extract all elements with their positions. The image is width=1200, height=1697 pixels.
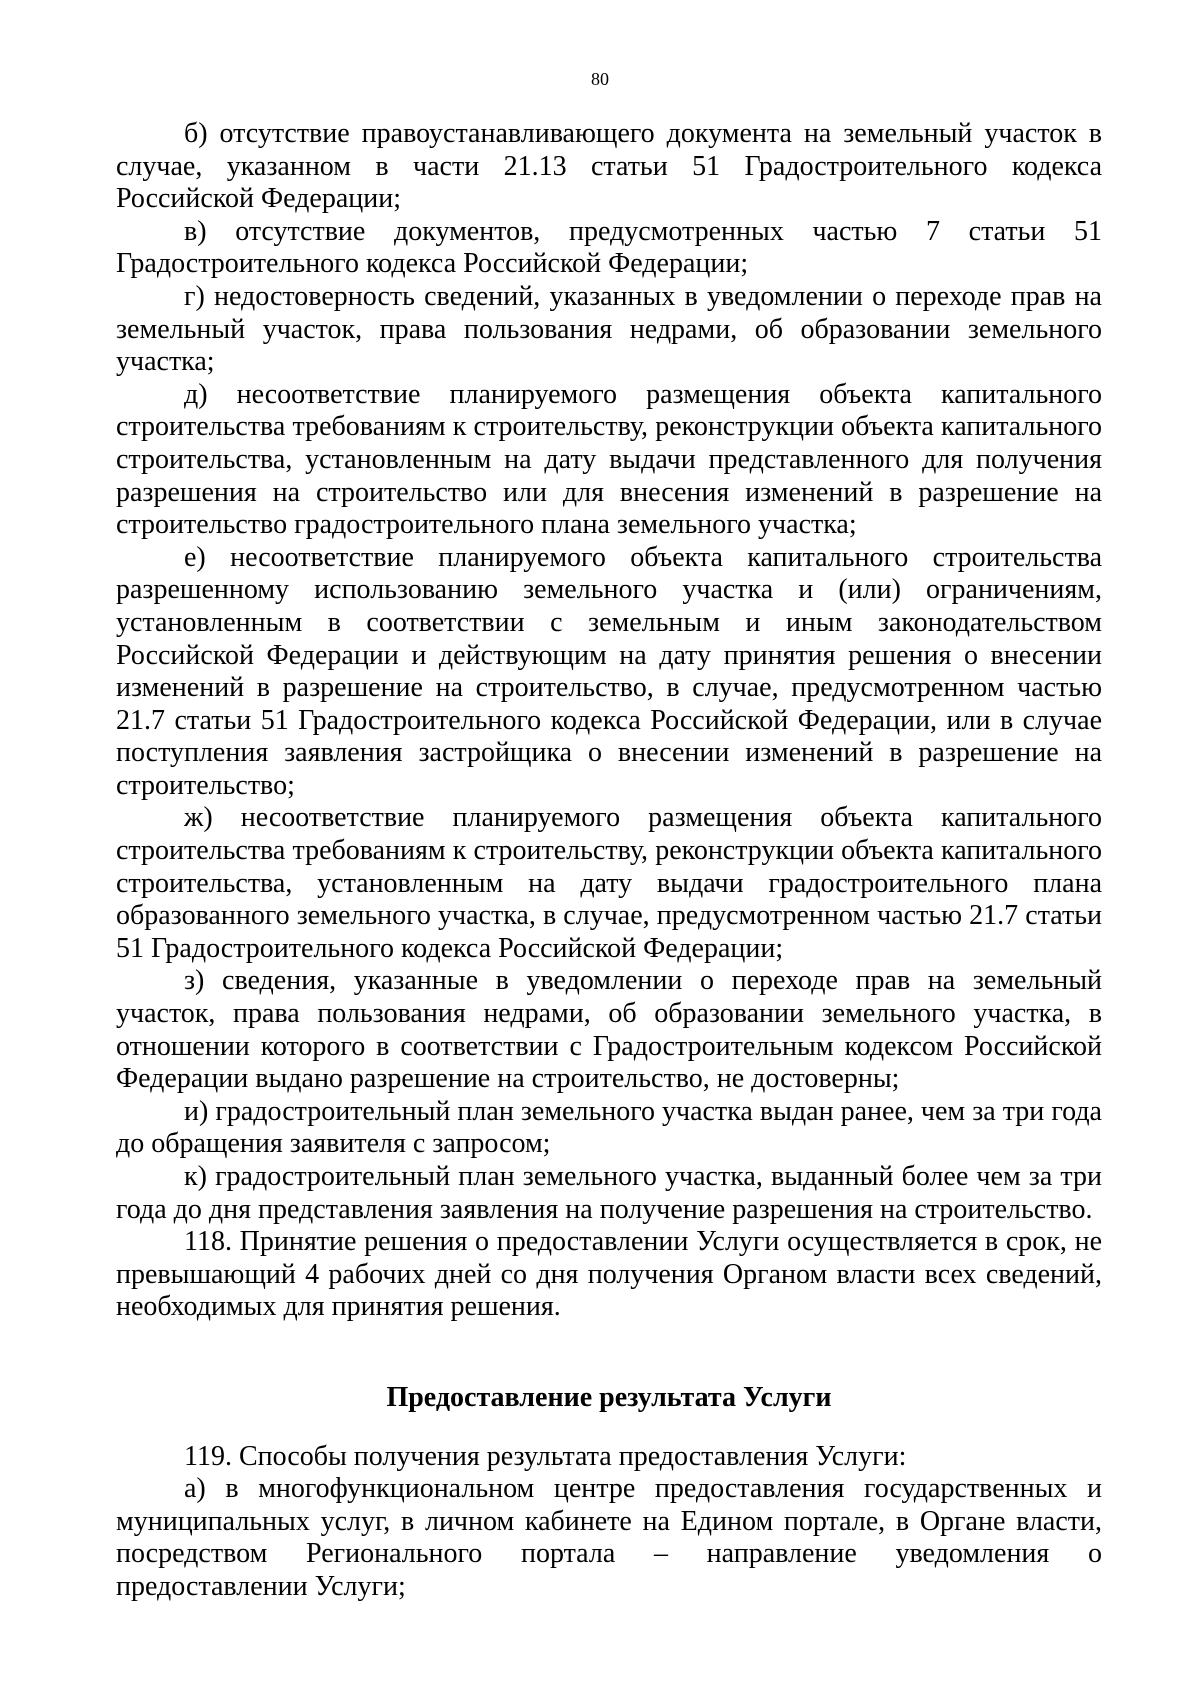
list-item-g: г) недостоверность сведений, указанных в уведомлении о переходе прав на земельный участок, права пользования недрами, об образовании земельного участка; (116, 280, 1102, 378)
list-item-k: к) градостроительный план земельного участка, выданный более чем за три года до дня представления заявления на получение разрешения на строительство. (116, 1161, 1102, 1225)
paragraph-118: 118. Принятие решения о предоставлении Услуги осуществляется в срок, не превышающий 4 рабочих дней со дня получения Органом власти всех сведений, необходимых для принятия решения. (116, 1226, 1102, 1323)
page-number: 80 (591, 69, 609, 89)
document-body (116, 118, 1102, 1604)
list-item-i: и) градостроительный план земельного участка выдан ранее, чем за три года до обращения заявителя с запросом; (116, 1095, 1102, 1160)
section-heading: Предоставление результата Услуги (386, 1381, 832, 1413)
paragraph-119: 119. Способы получения результата предоставления Услуги: (184, 1440, 907, 1472)
list-item-d: д) несоответствие планируемого размещения объекта капитального строительства требованиям к строительству, реконструкции объекта капитального строительства, установленным на дату выдачи представленного для получения разрешения на строительство или для внесения изменений в разрешение на строительство градостроительного плана земельного участка; (116, 378, 1102, 541)
list-item-a: а) в многофункциональном центре предоставления государственных и муниципальных услуг, в личном кабинете на Едином портале, в Органе власти, посредством Регионального портала – направление уведомления о предоставлении Услуги; (116, 1473, 1102, 1602)
list-item-z: з) сведения, указанные в уведомлении о переходе прав на земельный участок, права пользования недрами, об образовании земельного участка, в отношении которого в соответствии с Градостроительным кодексом Российской Федерации выдано разрешение на строительство, не достоверны; (116, 965, 1102, 1095)
list-item-v: в) отсутствие документов, предусмотренных частью 7 статьи 51 Градостроительного кодекса Российской Федерации; (116, 215, 1102, 280)
list-item-e: е) несоответствие планируемого объекта капитального строительства разрешенному использованию земельного участка и (или) ограничениям, установленным в соответствии с земельным и иным законодательством Российской Федерации и действующим на дату принятия решения о внесении изменений в разрешение на строительство, в случае, предусмотренном частью 21.7 статьи 51 Градостроительного кодекса Российской Федерации, или в случае поступления заявления застройщика о внесении изменений в разрешение на строительство; (116, 541, 1102, 801)
list-item-zh: ж) несоответствие планируемого размещения объекта капитального строительства требованиям к строительству, реконструкции объекта капитального строительства, установленным на дату выдачи градостроительного плана образованного земельного участка, в случае, предусмотренном частью 21.7 статьи 51 Градостроительного кодекса Российской Федерации; (116, 802, 1102, 964)
list-item-b: б) отсутствие правоустанавливающего документа на земельный участок в случае, указанном в части 21.13 статьи 51 Градостроительного кодекса Российской Федерации; (116, 118, 1102, 215)
